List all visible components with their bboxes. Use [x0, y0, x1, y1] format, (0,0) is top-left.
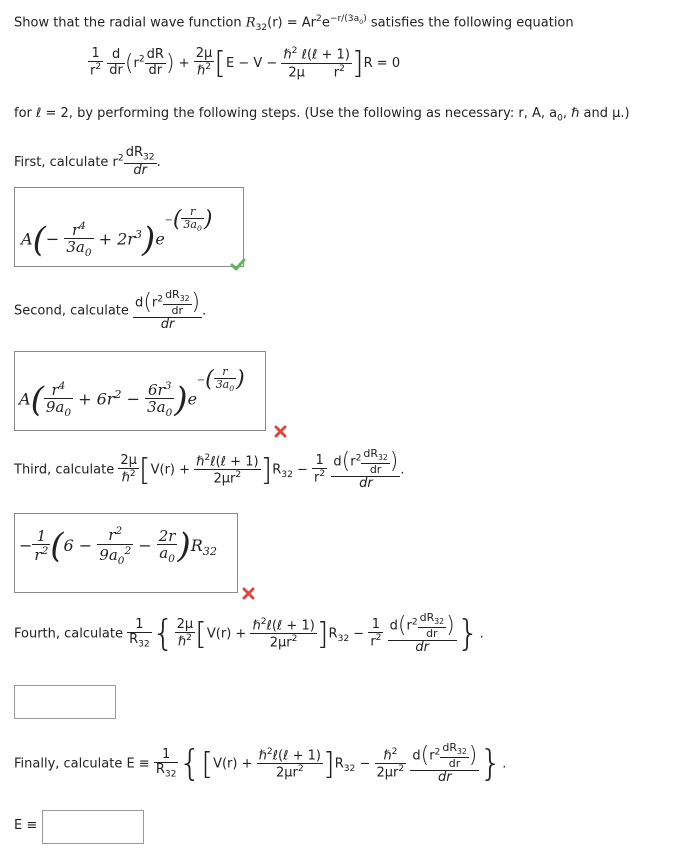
instruction-sub: 0: [557, 113, 563, 124]
step-second-answer[interactable]: [14, 351, 266, 431]
intro-after-text: satisfies the following equation: [366, 15, 574, 31]
step-first-prompt: First, calculate $r^2$ $\frac{dR_{32}}{dr}$ .: [14, 145, 161, 178]
equation-rhs: R = 0: [363, 55, 401, 71]
cross-icon: [242, 587, 255, 604]
func-argument: (r) = Ar: [267, 15, 317, 31]
instruction-end: , ℏ and μ.): [562, 106, 630, 121]
step-first-label: First, calculate: [14, 154, 109, 170]
instruction: [14, 106, 630, 124]
final-answer-input[interactable]: [42, 810, 144, 844]
func-exponent-sub: 0: [359, 17, 364, 26]
func-power: 2: [316, 14, 322, 24]
func-exp-base: e: [321, 15, 330, 31]
second-answer-math: A( $\frac{r^4}{9a_0}$ + $6r^2$ − $\frac{6r^3}{3a_0}$ )$e^{-( \frac{r}{3a_0} )}$: [19, 365, 245, 420]
cross-icon: [274, 425, 287, 442]
func-exponent: −r/(3a: [329, 14, 360, 24]
step-fourth-label: Fourth, calculate: [14, 626, 123, 642]
func-subscript: 32: [255, 22, 268, 33]
step-second-prompt: Second, calculate $d(r^2$ $\frac{dR_{32}}{dr}$ ) dr .: [14, 288, 207, 333]
instruction-text: for ℓ = 2, by performing the following steps. (Use the following as necessary: r, A, a: [14, 106, 558, 121]
step-fourth-input[interactable]: [14, 685, 116, 719]
radial-equation: $\frac{1}{r^2}$ $\frac{d}{dr}$ ($r^2$ $\frac{dR}{dr}$ ) + $\frac{2\mu}{\hbar^2}$ [E − V − $\frac{\hbar^2 \ell(\ell + 1)}{2\mu r^2}$ ]R = 0: [90, 45, 401, 81]
step-fourth-prompt: Fourth, calculate $\frac{1}{R_{32}}$ { $\frac{2\mu}{\hbar^2}$ [V(r) + $\frac{\hbar^2\ell(\ell + 1)}{2\mu r^2}$ ]$R_{32}$ − $\frac{1}{r^2}$ $d(r^2$ $\frac{dR_{32}}{dr}$ ) dr }.: [14, 611, 484, 656]
final-answer-label: E ≡: [14, 818, 38, 833]
step-final-prompt: Finally, calculate E ≡ $\frac{1}{R_{32}}$ {[V(r) + $\frac{\hbar^2\ell(\ell + 1)}{2\mu r^2}$ ]$R_{32}$ − $\frac{\hbar^2}{2\mu r^2}$ $d(r^2$ $\frac{dR_{32}}{dr}$ ) dr }.: [14, 741, 507, 786]
third-answer-math: − $\frac{1}{r^2}$ (6 − $\frac{r^2}{9a_0^2}$ − $\frac{2r}{a_0}$ )$R_{32}$: [19, 525, 218, 567]
step-final-label: Finally, calculate E ≡: [14, 756, 150, 772]
check-icon: [230, 258, 246, 276]
step-third-answer[interactable]: [14, 513, 238, 593]
func-exponent-end: ): [363, 14, 367, 24]
step-third-label: Third, calculate: [14, 462, 115, 478]
step-third-prompt: Third, calculate $\frac{2\mu}{\hbar^2}$ [V(r) + $\frac{\hbar^2\ell(\ell + 1)}{2\mu r^2}$ ]$R_{32}$ − $\frac{1}{r^2}$ $d(r^2$ $\frac{dR_{32}}{dr}$ ) dr .: [14, 447, 405, 492]
step-first-answer[interactable]: [14, 187, 244, 267]
problem-statement: [14, 14, 574, 33]
step-second-label: Second, calculate: [14, 303, 129, 319]
first-answer-math: A(− $\frac{r^4}{3a_0}$ + $2r^3)e^{-( \frac{r}{3a_0} )}$: [21, 205, 213, 260]
func-symbol: R: [245, 15, 256, 31]
intro-text: Show that the radial wave function: [14, 15, 246, 31]
